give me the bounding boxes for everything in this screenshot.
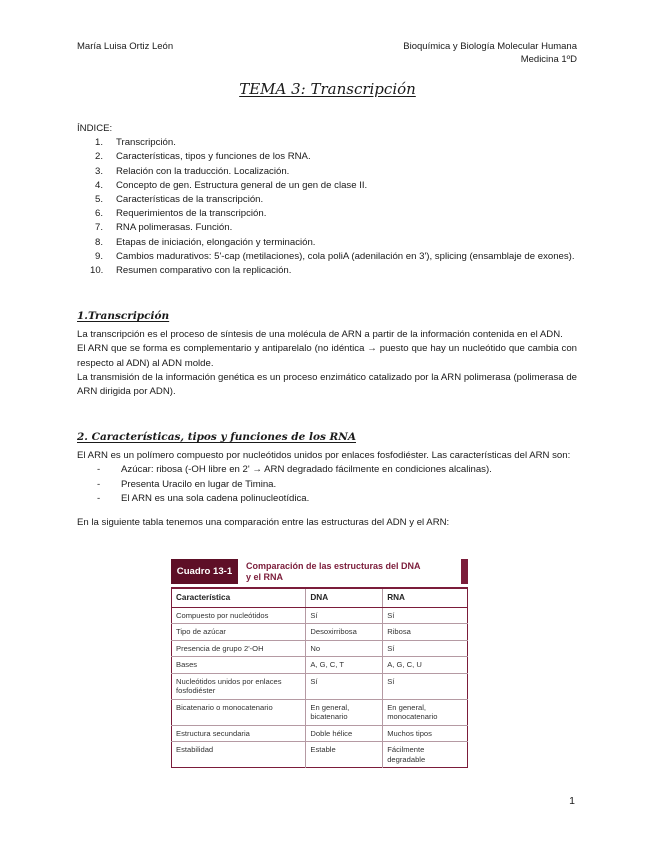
table-header-cell: RNA	[383, 588, 468, 607]
index-item	[77, 221, 577, 235]
index-item-number: 3.	[95, 165, 104, 177]
table-label: Cuadro 13-1	[171, 559, 238, 584]
table-cell: Sí	[383, 673, 468, 699]
bullet-dash: -	[97, 478, 101, 490]
index-item-number: 1.	[95, 137, 104, 149]
characteristics-list	[77, 463, 577, 506]
header-author: María Luisa Ortiz León	[77, 41, 174, 52]
index-item	[77, 179, 577, 193]
section-caracteristicas	[77, 430, 577, 530]
index-item	[77, 165, 577, 179]
table-row	[172, 673, 468, 699]
page-number: 1	[569, 795, 575, 807]
table-cell: Bases	[172, 657, 306, 674]
section-transcripcion	[77, 309, 577, 399]
comparison-table	[171, 587, 468, 768]
index-item	[77, 250, 577, 264]
index-item-number: 5.	[95, 194, 104, 206]
table-row	[172, 624, 468, 641]
table-cell: Sí	[383, 607, 468, 624]
index-item-number: 6.	[95, 208, 104, 220]
section-1-paragraph-3: La transmisión de la información genética es un proceso enzimático catalizado por la ARN polimerasa (polimerasa de ARN dirigida por ADN).	[77, 371, 577, 398]
characteristic-item	[77, 492, 577, 506]
comparison-table-figure	[171, 559, 468, 768]
table-row	[172, 607, 468, 624]
table-cell: Tipo de azúcar	[172, 624, 306, 641]
table-header-row	[172, 588, 468, 607]
table-cell: Sí	[383, 640, 468, 657]
table-header-cell: DNA	[306, 588, 383, 607]
table-row	[172, 657, 468, 674]
table-cell: Presencia de grupo 2'-OH	[172, 640, 306, 657]
index-block	[77, 122, 577, 278]
table-title-line-1: Comparación de las estructuras del DNA	[246, 561, 421, 571]
table-cell: Muchos tipos	[383, 725, 468, 742]
section-1-paragraph-2: El ARN que se forma es complementario y antiparelalo (no idéntica → puesto que hay un nucleótido que cambia con respecto al ADN) al ADN molde.	[77, 343, 577, 369]
table-cell: En general, monocatenario	[383, 699, 468, 725]
table-cell: Sí	[306, 607, 383, 624]
characteristic-item	[77, 478, 577, 492]
index-item-text: Características, tipos y funciones de los RNA.	[116, 151, 311, 163]
table-cell: Bicatenario o monocatenario	[172, 699, 306, 725]
table-cell: Ribosa	[383, 624, 468, 641]
index-item-number: 8.	[95, 236, 104, 248]
table-caption	[171, 559, 468, 584]
table-cell: Estabilidad	[172, 742, 306, 768]
table-cell: Sí	[306, 673, 383, 699]
bullet-dash: -	[97, 464, 101, 476]
index-item-number: 10.	[90, 265, 104, 277]
table-row	[172, 640, 468, 657]
index-item-number: 9.	[95, 250, 104, 262]
index-item-text: Cambios madurativos: 5'-cap (metilaciones), cola poliA (adenilación en 3'), splicing (ensamblaje de exones).	[116, 250, 575, 262]
header-subject: Bioquímica y Biología Molecular Humana	[403, 41, 577, 52]
index-item-text: Etapas de iniciación, elongación y terminación.	[116, 236, 316, 248]
index-item	[77, 207, 577, 221]
index-item-number: 4.	[95, 179, 104, 191]
index-item-text: Requerimientos de la transcripción.	[116, 208, 267, 220]
section-2-paragraph-2: En la siguiente tabla tenemos una comparación entre las estructuras del ADN y el ARN:	[77, 517, 450, 529]
characteristic-text: El ARN es una sola cadena polinucleotídica.	[121, 492, 310, 504]
index-item-text: Resumen comparativo con la replicación.	[116, 265, 292, 277]
page-title: TEMA 3: Transcripción	[239, 80, 416, 98]
index-item	[77, 150, 577, 164]
table-row	[172, 742, 468, 768]
index-list	[77, 136, 577, 278]
section-2-paragraph-1: El ARN es un polímero compuesto por nucleótidos unidos por enlaces fosfodiéster. Las características del ARN son:	[77, 450, 571, 462]
section-1-paragraph-1: La transcripción es el proceso de síntesis de una molécula de ARN a partir de la información contenida en el ADN.	[77, 329, 563, 341]
section-2-heading: 2. Características, tipos y funciones de los RNA	[77, 431, 356, 443]
table-cell: Estructura secundaria	[172, 725, 306, 742]
table-cell: Nucleótidos unidos por enlaces fosfodiéster	[172, 673, 306, 699]
characteristic-item	[77, 463, 577, 477]
index-label: ÍNDICE:	[77, 123, 113, 134]
index-item-text: Transcripción.	[116, 137, 176, 149]
table-cell: Fácilmente degradable	[383, 742, 468, 768]
table-title-line-2: y el RNA	[246, 571, 284, 582]
index-item	[77, 236, 577, 250]
table-row	[172, 725, 468, 742]
table-cell: A, G, C, T	[306, 657, 383, 674]
bullet-dash: -	[97, 492, 101, 504]
index-item	[77, 136, 577, 150]
index-item	[77, 193, 577, 207]
index-item-number: 7.	[95, 222, 104, 234]
table-cell: Estable	[306, 742, 383, 768]
table-cell: A, G, C, U	[383, 657, 468, 674]
table-header-cell: Característica	[172, 588, 306, 607]
table-cell: En general, bicatenario	[306, 699, 383, 725]
index-item	[77, 264, 577, 278]
index-item-number: 2.	[95, 151, 104, 163]
index-item-text: Relación con la traducción. Localización.	[116, 165, 290, 177]
characteristic-text: Presenta Uracilo en lugar de Timina.	[121, 478, 277, 490]
table-cell: Doble hélice	[306, 725, 383, 742]
section-1-heading: 1.Transcripción	[77, 310, 170, 322]
header-course: Medicina 1ºD	[520, 54, 577, 65]
characteristic-text: Azúcar: ribosa (-OH libre en 2' → ARN degradado fácilmente en condiciones alcalinas).	[121, 464, 492, 476]
index-item-text: RNA polimerasas. Función.	[116, 222, 233, 234]
table-row	[172, 699, 468, 725]
table-cell: Desoxirribosa	[306, 624, 383, 641]
index-item-text: Características de la transcripción.	[116, 194, 264, 206]
header-right	[403, 40, 577, 66]
table-cell: Compuesto por nucleótidos	[172, 607, 306, 624]
index-item-text: Concepto de gen. Estructura general de un gen de clase II.	[116, 179, 368, 191]
table-cell: No	[306, 640, 383, 657]
